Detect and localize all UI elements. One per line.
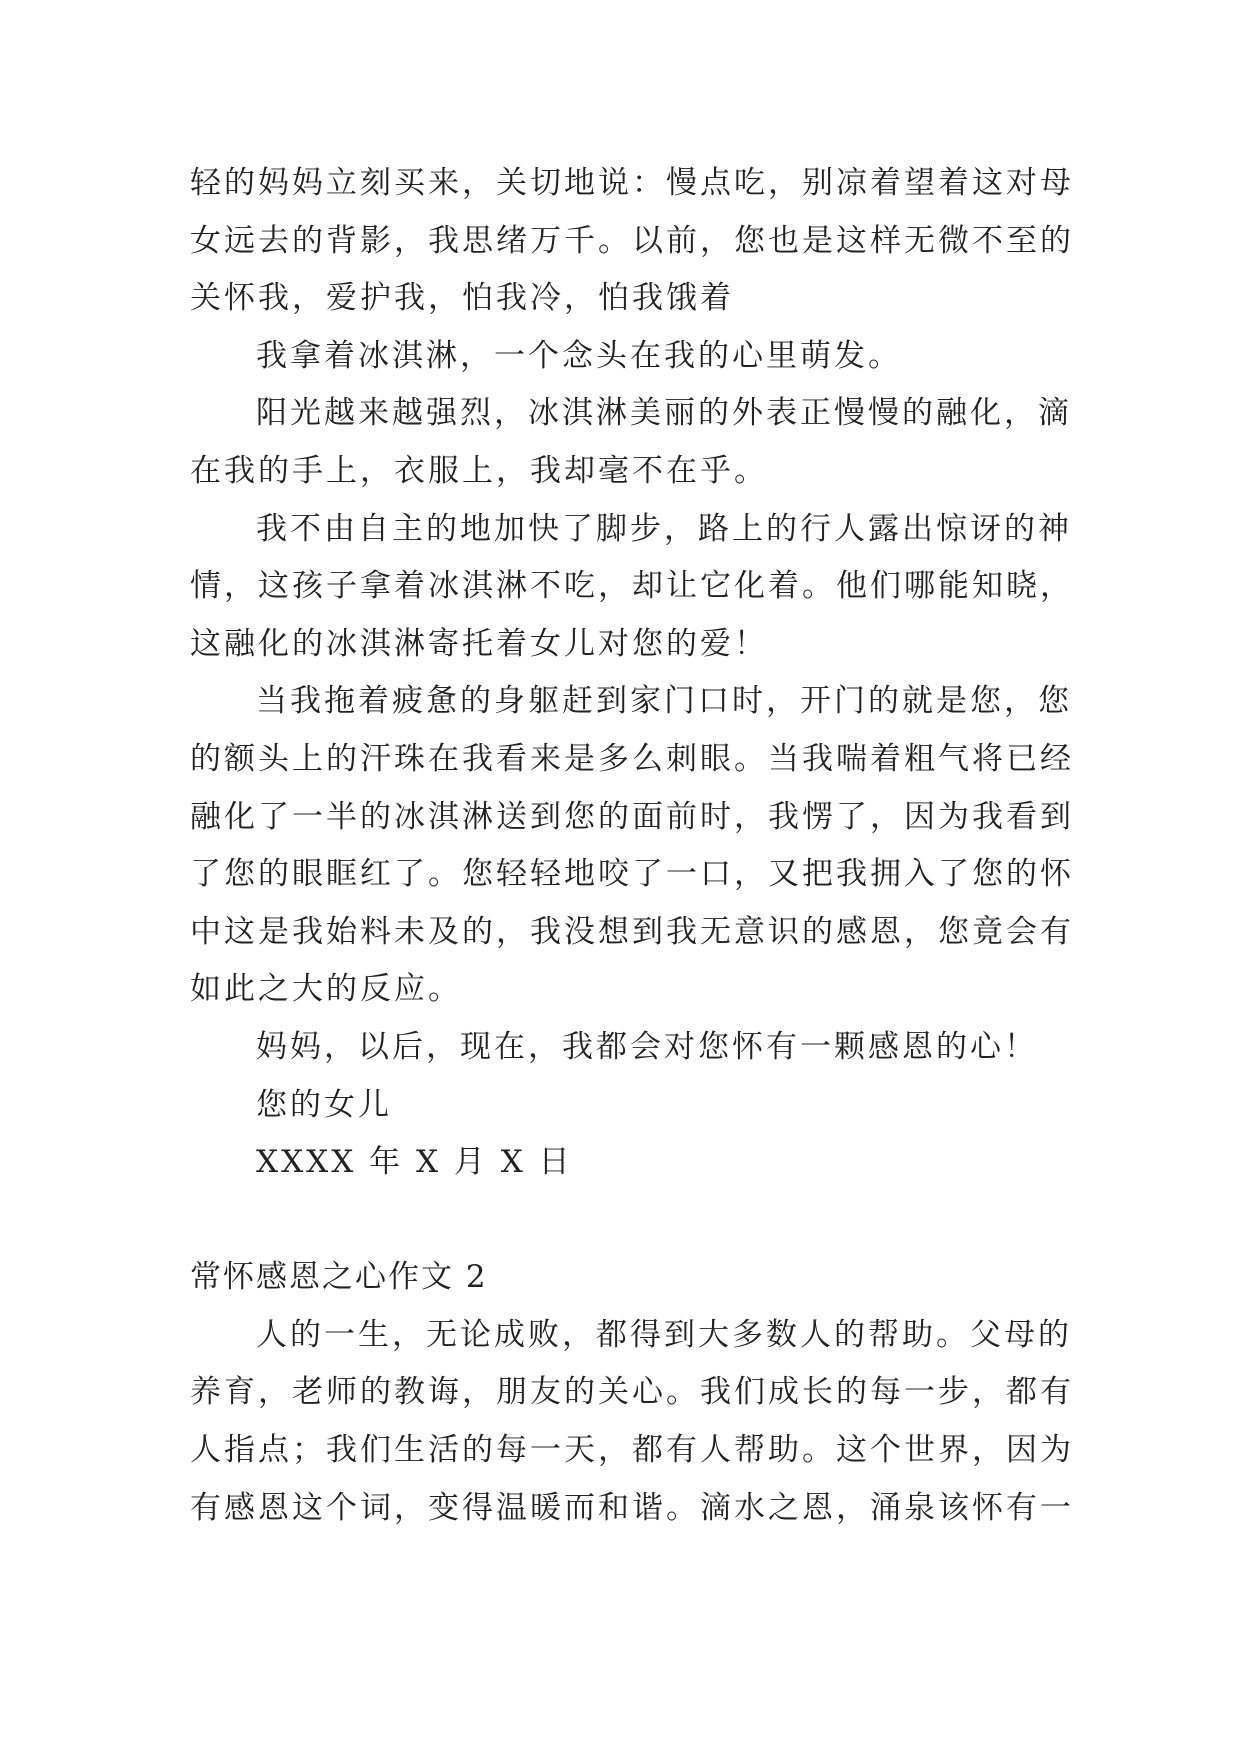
paragraph-line: 妈妈，以后，现在，我都会对您怀有一颗感恩的心！: [256, 1028, 1038, 1065]
text-line: 情，这孩子拿着冰淇淋不吃，却让它化着。他们哪能知晓，: [190, 568, 1074, 605]
paragraph-line: 人的一生，无论成败，都得到大多数人的帮助。父母的: [256, 1316, 1072, 1353]
paragraph-line: 当我拖着疲惫的身躯赶到家门口时，开门的就是您，您: [256, 683, 1072, 720]
text-line: 养育，老师的教诲，朋友的关心。我们成长的每一步，都有: [190, 1374, 1074, 1411]
section-heading: 常怀感恩之心作文 2: [190, 1259, 488, 1296]
essay-body: [190, 155, 1074, 1537]
paragraph-line: 我拿着冰淇淋，一个念头在我的心里萌发。: [256, 337, 902, 374]
text-line: 这融化的冰淇淋寄托着女儿对您的爱！: [190, 625, 768, 662]
text-line: 有感恩这个词，变得温暖而和谐。滴水之恩，涌泉该怀有一: [190, 1489, 1074, 1526]
text-line: 在我的手上，衣服上，我却毫不在乎。: [190, 452, 768, 489]
text-line: 轻的妈妈立刻买来，关切地说：慢点吃，别凉着望着这对母: [190, 165, 1074, 201]
text-line: 融化了一半的冰淇淋送到您的面前时，我愣了，因为我看到: [190, 798, 1074, 835]
text-line: 关怀我，爱护我，怕我冷，怕我饿着: [190, 280, 734, 317]
text-line: 的额头上的汗珠在我看来是多么刺眼。当我喘着粗气将已经: [190, 740, 1074, 777]
text-line: 人指点；我们生活的每一天，都有人帮助。这个世界，因为: [190, 1432, 1074, 1469]
signature: 您的女儿: [256, 1086, 392, 1123]
section-gap: [190, 1192, 1070, 1250]
paragraph-line: 我不由自主的地加快了脚步，路上的行人露出惊讶的神: [256, 510, 1072, 547]
text-line: 中这是我始料未及的，我没想到我无意识的感恩，您竟会有: [190, 913, 1074, 950]
text-line: 如此之大的反应。: [190, 971, 462, 1008]
paragraph-line: 阳光越来越强烈，冰淇淋美丽的外表正慢慢的融化，滴: [256, 395, 1072, 432]
text-line: 女远去的背影，我思绪万千。以前，您也是这样无微不至的: [190, 222, 1074, 259]
letter-date: XXXX 年 X 月 X 日: [256, 1144, 573, 1181]
text-line: 了您的眼眶红了。您轻轻地咬了一口，又把我拥入了您的怀: [190, 856, 1074, 893]
